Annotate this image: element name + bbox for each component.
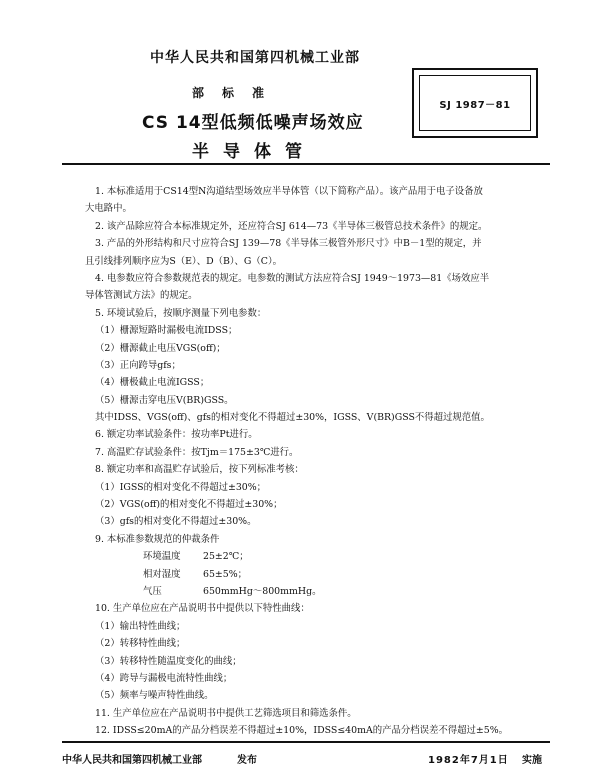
issuing-organization: 中华人民共和国第四机械工业部 (150, 50, 360, 66)
clause-line: （2）栅源截止电压VGS(off)； (95, 342, 226, 354)
clause-line: 2. 该产品除应符合本标准规定外，还应符合SJ 614—73《半导体三极管总技术条件》的规定。 (95, 220, 488, 232)
document-title-line2: 半导体管 (192, 142, 316, 162)
footer-date: 1982年7月1日 (428, 755, 509, 766)
clause-line: 5. 环境试验后，按顺序测量下列电参数： (95, 307, 267, 319)
clause-line: 12. IDSS≤20mA的产品分档误差不得超过±10%，IDSS≤40mA的产品分档误差不得超过±5%。 (95, 725, 509, 737)
clause-line: （1）输出特性曲线； (95, 620, 186, 632)
clause-line: 大电路中。 (85, 203, 132, 215)
clause-line: 其中IDSS、VGS(off)、gfs的相对变化不得超过±30%，IGSS、V(BR)GSS不得超过规范值。 (95, 412, 490, 424)
clause-line: （3）gfs的相对变化不得超过±30%。 (95, 516, 257, 528)
clause-line: （4）栅极截止电流IGSS； (95, 377, 210, 389)
clause-line: 6. 额定功率试验条件：按功率Pt进行。 (95, 429, 258, 441)
clause-line: 9. 本标准参数规范的仲裁条件 (95, 533, 220, 545)
clause-line: 1. 本标准适用于CS14型N沟道结型场效应半导体管（以下简称产品）。该产品用于电子设备放 (95, 186, 483, 197)
clause-line: 3. 产品的外形结构和尺寸应符合SJ 139—78《半导体三极管外形尺寸》中B－1型的规定，并 (95, 238, 482, 250)
footer-implemented: 实施 (522, 755, 542, 766)
clause-line: 7. 高温贮存试验条件：按Tjm＝175±3℃进行。 (95, 446, 299, 458)
footer-published: 发布 (237, 755, 257, 766)
clause-line: 10. 生产单位应在产品说明书中提供以下特性曲线： (95, 603, 310, 615)
arbitration-label: 相对湿度 (143, 568, 181, 580)
standard-code-box (412, 68, 538, 138)
standard-type: 部标准 (192, 86, 283, 100)
clause-line: （2）VGS(off)的相对变化不得超过±30%； (95, 499, 283, 511)
clause-line: 且引线排列顺序应为S（E）、D（B）、G（C）。 (85, 255, 283, 267)
clause-line: 导体管测试方法》的规定。 (85, 290, 198, 302)
arbitration-value: 25±2℃； (203, 551, 249, 563)
arbitration-value: 650mmHg～800mmHg。 (203, 585, 322, 597)
arbitration-label: 环境温度 (143, 551, 181, 563)
clause-line: 8. 额定功率和高温贮存试验后，按下列标准考核： (95, 464, 304, 476)
arbitration-label: 气压 (143, 585, 162, 597)
arbitration-row (85, 566, 555, 583)
clause-line: 11. 生产单位应在产品说明书中提供工艺筛选项目和筛选条件。 (95, 707, 357, 719)
document-body (85, 183, 555, 740)
arbitration-value: 65±5%； (203, 568, 248, 580)
header-divider (62, 163, 550, 165)
clause-line: （5）频率与噪声特性曲线。 (95, 690, 214, 702)
clause-line: （1）IGSS的相对变化不得超过±30%； (95, 481, 267, 493)
clause-line: （3）正向跨导gfs； (95, 359, 181, 371)
standard-code: SJ 1987－81 (419, 75, 531, 131)
footer-divider (62, 741, 550, 743)
clause-line: （5）栅源击穿电压V(BR)GSS。 (95, 394, 234, 406)
clause-line: （1）栅源短路时漏极电流IDSS； (95, 325, 238, 337)
arbitration-row (85, 548, 555, 565)
clause-line: （4）跨导与漏极电流特性曲线； (95, 672, 233, 684)
clause-line: 4. 电参数应符合参数规范表的规定。电参数的测试方法应符合SJ 1949～1973—81《场效应半 (95, 272, 490, 284)
arbitration-row (85, 583, 555, 600)
clause-line: （3）转移特性随温度变化的曲线； (95, 655, 242, 667)
document-title-line1: CS 14型低频低噪声场效应 (142, 113, 364, 133)
clause-line: （2）转移特性曲线； (95, 638, 186, 650)
footer-organization: 中华人民共和国第四机械工业部 (62, 755, 202, 766)
